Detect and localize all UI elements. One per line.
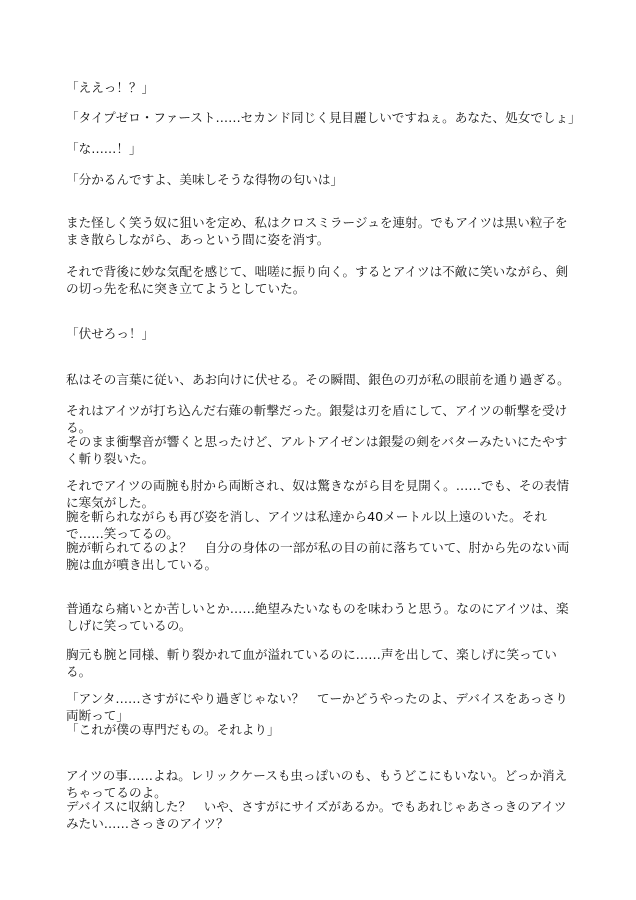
dialogue-line: 「タイプゼロ・ファースト……セカンド同じく見目麗しいですねぇ。あなた、処女でしょ」 (66, 110, 581, 125)
narration-paragraph: アイツの事……よね。レリックケースも虫っぽいのも、もうどこにもいない。どっか消えちゃってるのよ。 (66, 768, 568, 800)
dialogue-line: 「ええっ！？」 (66, 80, 155, 95)
dialogue-line: 「アンタ……さすがにやり過ぎじゃない？ てーかどうやったのよ、デバイスをあっさり両断って」 (66, 691, 568, 723)
dialogue-line: 「これが僕の専門だもの。それより」 (66, 722, 280, 737)
narration-paragraph: それでアイツの両腕も肘から両断され、奴は驚きながら目を見開く。……でも、その表情に寒気がした。 (66, 478, 570, 510)
dialogue-line: 「な……！」 (66, 141, 142, 156)
narration-paragraph: そのまま衝撃音が響くと思ったけど、アルトアイゼンは銀髪の剣をバターみたいにたやすく斬り裂いた。 (66, 434, 568, 466)
narration-paragraph: また怪しく笑う奴に狙いを定め、私はクロスミラージュを連射。でもアイツは黒い粒子をまき散らしながら、あっという間に姿を消す。 (66, 215, 568, 247)
narration-paragraph: 私はその言葉に従い、あお向けに伏せる。その瞬間、銀色の刃が私の眼前を通り過ぎる。 (66, 372, 570, 387)
narration-paragraph: それで背後に妙な気配を感じて、咄嗟に振り向く。するとアイツは不敵に笑いながら、剣の切っ先を私に突き立てようとしていた。 (66, 264, 569, 296)
narration-paragraph: 普通なら痛いとか苦しいとか……絶望みたいなものを味わうと思う。なのにアイツは、楽しげに笑っているの。 (66, 601, 569, 633)
dialogue-line: 「分かるんですよ、美味しそうな得物の匂いは」 (66, 172, 344, 187)
narration-paragraph: 腕を斬られながらも再び姿を消し、アイツは私達から40メートル以上遠のいた。それで……笑ってるの。 (66, 509, 547, 541)
narration-paragraph: それはアイツが打ち込んだ右薙の斬撃だった。銀髪は刃を盾にして、アイツの斬撃を受ける。 (66, 403, 568, 435)
dialogue-line: 「伏せろっ！」 (66, 326, 155, 341)
narration-paragraph: 腕が斬られてるのよ？ 自分の身体の一部が私の目の前に落ちていて、肘から先のない両腕は血が噴き出している。 (66, 540, 570, 572)
narration-paragraph: デバイスに収納した？ いや、さすがにサイズがあるか。でもあれじゃあさっきのアイツみたい……さっきのアイツ？ (66, 799, 567, 831)
narration-paragraph: 胸元も腕と同様、斬り裂かれて血が溢れているのに……声を出して、楽しげに笑っている。 (66, 647, 557, 679)
